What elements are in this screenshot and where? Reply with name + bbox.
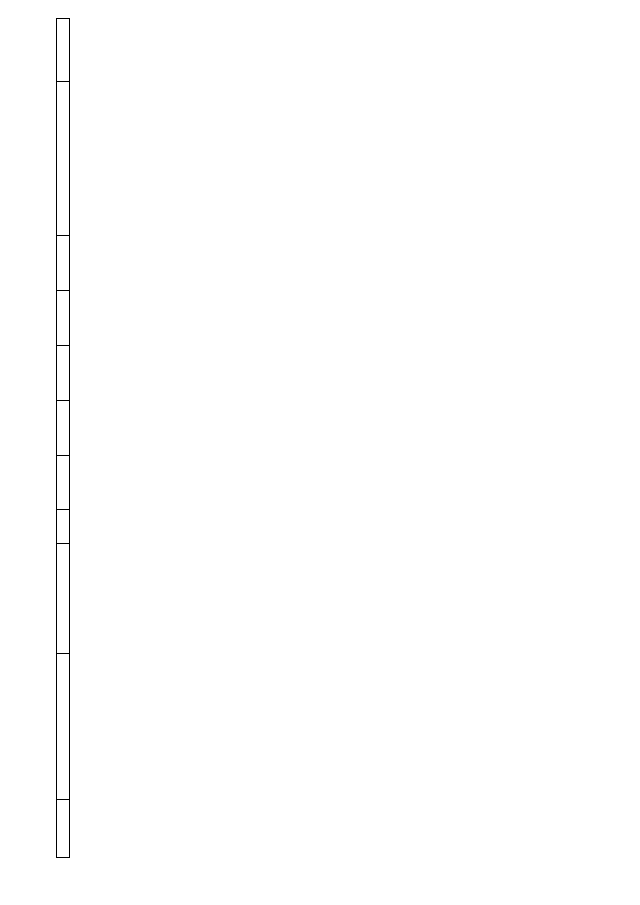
rotated-table-container (56, 18, 542, 858)
col-header (57, 510, 70, 544)
col-header (57, 81, 70, 235)
col-header (57, 400, 70, 455)
col-header (57, 19, 70, 82)
col-header (57, 800, 70, 858)
col-header (57, 290, 70, 345)
program-table (56, 18, 70, 858)
col-header (57, 236, 70, 291)
header-row (57, 19, 70, 858)
col-header (57, 544, 70, 654)
col-header (57, 455, 70, 510)
col-header (57, 654, 70, 800)
col-header (57, 345, 70, 400)
